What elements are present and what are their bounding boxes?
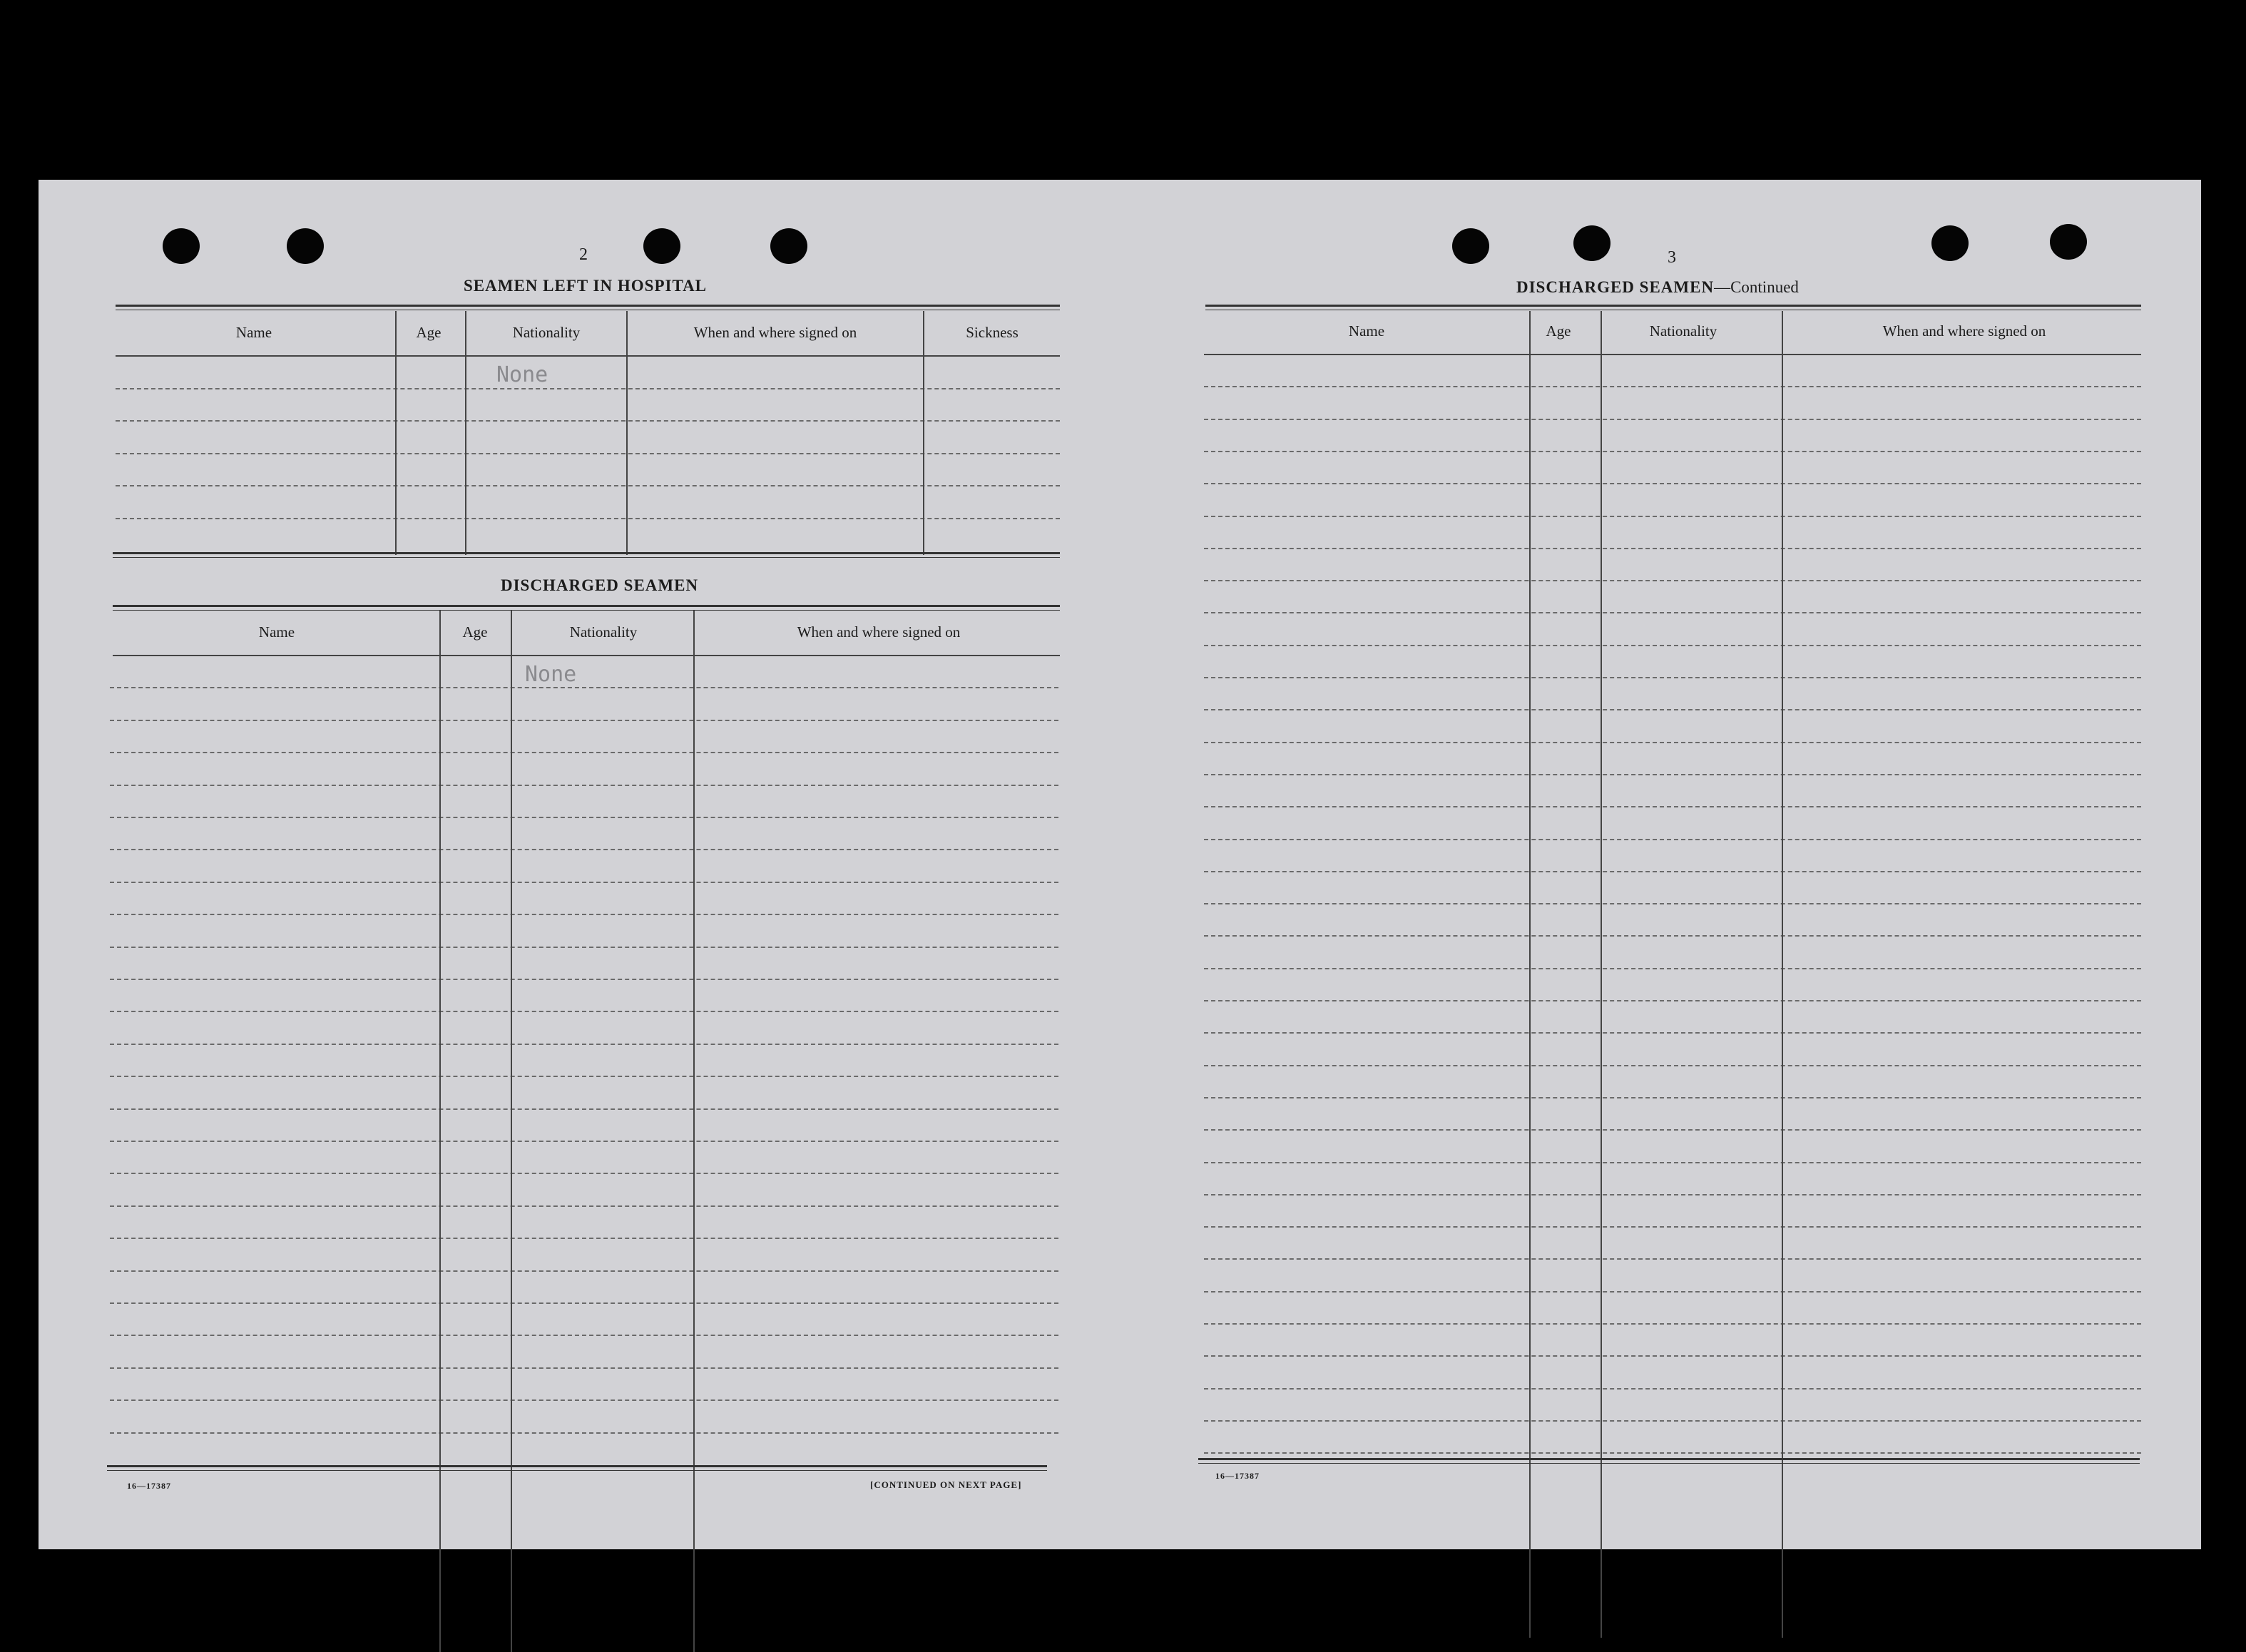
table-row-rule xyxy=(1204,516,2141,517)
punch-hole xyxy=(163,228,200,264)
form-sheet xyxy=(39,180,2201,1549)
table-row-rule xyxy=(1204,1065,2141,1066)
table-row-rule xyxy=(110,1076,1058,1077)
table-row-rule xyxy=(110,1399,1058,1401)
table-row-rule xyxy=(1204,1452,2141,1454)
table-row-rule xyxy=(116,420,1060,422)
table-row-rule xyxy=(110,1238,1058,1239)
table-row-rule xyxy=(1204,645,2141,646)
table-row-rule xyxy=(116,485,1060,486)
table-row-rule xyxy=(110,1108,1058,1110)
punch-hole xyxy=(2050,224,2087,260)
table-row-rule xyxy=(1204,806,2141,807)
discharged-col-age: Age xyxy=(462,623,488,641)
right-col-age: Age xyxy=(1546,322,1571,340)
hospital-col-divider xyxy=(395,311,397,555)
table-row-rule xyxy=(110,1270,1058,1272)
table-row-rule xyxy=(1204,968,2141,969)
table-row-rule xyxy=(1204,1323,2141,1325)
table-row-rule xyxy=(110,1173,1058,1174)
table-row-rule xyxy=(1204,1032,2141,1034)
discharged-col-nationality: Nationality xyxy=(569,623,638,641)
table-row-rule xyxy=(110,817,1058,818)
table-row-rule xyxy=(1204,386,2141,387)
table-row-rule xyxy=(110,947,1058,948)
discharged-nationality-entry: None xyxy=(525,662,577,687)
table-row-rule xyxy=(1204,839,2141,840)
right-col-divider xyxy=(1529,311,1531,1638)
table-row-rule xyxy=(1204,1000,2141,1001)
table-row-rule xyxy=(110,849,1058,850)
table-row-rule xyxy=(116,453,1060,454)
table-row-rule xyxy=(110,720,1058,721)
continued-footnote: [CONTINUED ON NEXT PAGE] xyxy=(870,1479,1022,1490)
right-col-nationality: Nationality xyxy=(1649,322,1717,340)
hospital-col-divider xyxy=(923,311,924,555)
discharged-col-divider xyxy=(511,611,512,1652)
table-row-rule xyxy=(1204,935,2141,937)
table-row-rule xyxy=(1204,1226,2141,1228)
hospital-header-rule xyxy=(116,355,1060,357)
right-bottom-rule xyxy=(1198,1458,2140,1464)
table-row-rule xyxy=(1204,548,2141,549)
table-row-rule xyxy=(1204,903,2141,904)
table-row-rule xyxy=(1204,1097,2141,1098)
hospital-col-name: Name xyxy=(235,324,272,341)
discharged-section-title: DISCHARGED SEAMEN xyxy=(501,576,699,594)
table-row-rule xyxy=(1204,774,2141,775)
hospital-col-divider xyxy=(626,311,628,555)
table-row-rule xyxy=(1204,677,2141,678)
discharged-col-name: Name xyxy=(258,623,295,641)
table-row-rule xyxy=(110,1367,1058,1369)
discharged-header-rule xyxy=(113,655,1060,656)
table-row-rule xyxy=(110,687,1058,688)
table-row-rule xyxy=(110,752,1058,753)
discharged-bottom-rule xyxy=(107,1465,1047,1471)
table-row-rule xyxy=(1204,1420,2141,1422)
table-row-rule xyxy=(110,1141,1058,1142)
hospital-col-signed-on: When and where signed on xyxy=(693,324,857,341)
table-row-rule xyxy=(110,914,1058,915)
page-number-right: 3 xyxy=(1668,248,1676,267)
table-row-rule xyxy=(110,1205,1058,1207)
table-row-rule xyxy=(110,979,1058,980)
hospital-col-divider xyxy=(465,311,466,555)
table-row-rule xyxy=(1204,580,2141,581)
right-col-divider xyxy=(1782,311,1783,1638)
hospital-nationality-entry: None xyxy=(496,362,548,387)
table-row-rule xyxy=(110,1335,1058,1336)
table-row-rule xyxy=(110,1044,1058,1045)
punch-hole xyxy=(1452,228,1489,264)
table-row-rule xyxy=(116,518,1060,519)
hospital-section-title: SEAMEN LEFT IN HOSPITAL xyxy=(464,277,708,295)
right-col-divider xyxy=(1601,311,1602,1638)
table-row-rule xyxy=(1204,483,2141,484)
table-row-rule xyxy=(1204,1291,2141,1292)
discharged-continued-title xyxy=(1516,278,1799,297)
table-row-rule xyxy=(1204,612,2141,613)
table-row-rule xyxy=(1204,871,2141,872)
right-col-name: Name xyxy=(1348,322,1385,340)
form-number-left: 16—17387 xyxy=(127,1481,171,1491)
table-row-rule xyxy=(1204,1258,2141,1260)
table-row-rule xyxy=(110,1432,1058,1434)
table-row-rule xyxy=(116,388,1060,389)
table-row-rule xyxy=(110,785,1058,786)
discharged-top-rule xyxy=(113,605,1060,611)
table-row-rule xyxy=(1204,1162,2141,1163)
table-row-rule xyxy=(1204,1129,2141,1131)
right-header-rule xyxy=(1204,354,2141,355)
table-row-rule xyxy=(110,1011,1058,1012)
table-row-rule xyxy=(1204,451,2141,452)
hospital-top-rule xyxy=(116,305,1060,310)
punch-hole xyxy=(1931,225,1969,261)
continued-suffix: —Continued xyxy=(1714,278,1799,296)
right-top-rule xyxy=(1205,305,2141,310)
form-number-right: 16—17387 xyxy=(1215,1471,1260,1481)
hospital-bottom-rule xyxy=(113,552,1060,558)
punch-hole xyxy=(1573,225,1611,261)
hospital-col-sickness: Sickness xyxy=(966,324,1019,341)
right-col-signed-on: When and where signed on xyxy=(1882,322,2046,340)
table-row-rule xyxy=(1204,709,2141,710)
table-row-rule xyxy=(1204,419,2141,420)
table-row-rule xyxy=(110,1302,1058,1304)
punch-hole xyxy=(643,228,680,264)
page-number-left: 2 xyxy=(579,245,588,264)
table-row-rule xyxy=(1204,1355,2141,1357)
discharged-continued-title-text: DISCHARGED SEAMEN xyxy=(1516,278,1715,296)
table-row-rule xyxy=(1204,742,2141,743)
discharged-col-signed-on: When and where signed on xyxy=(797,623,961,641)
discharged-col-divider xyxy=(693,611,695,1652)
discharged-col-divider xyxy=(439,611,441,1652)
hospital-col-age: Age xyxy=(416,324,441,341)
punch-hole xyxy=(770,228,807,264)
table-row-rule xyxy=(1204,1388,2141,1390)
hospital-col-nationality: Nationality xyxy=(512,324,581,341)
table-row-rule xyxy=(110,882,1058,883)
table-row-rule xyxy=(1204,1194,2141,1195)
punch-hole xyxy=(287,228,324,264)
